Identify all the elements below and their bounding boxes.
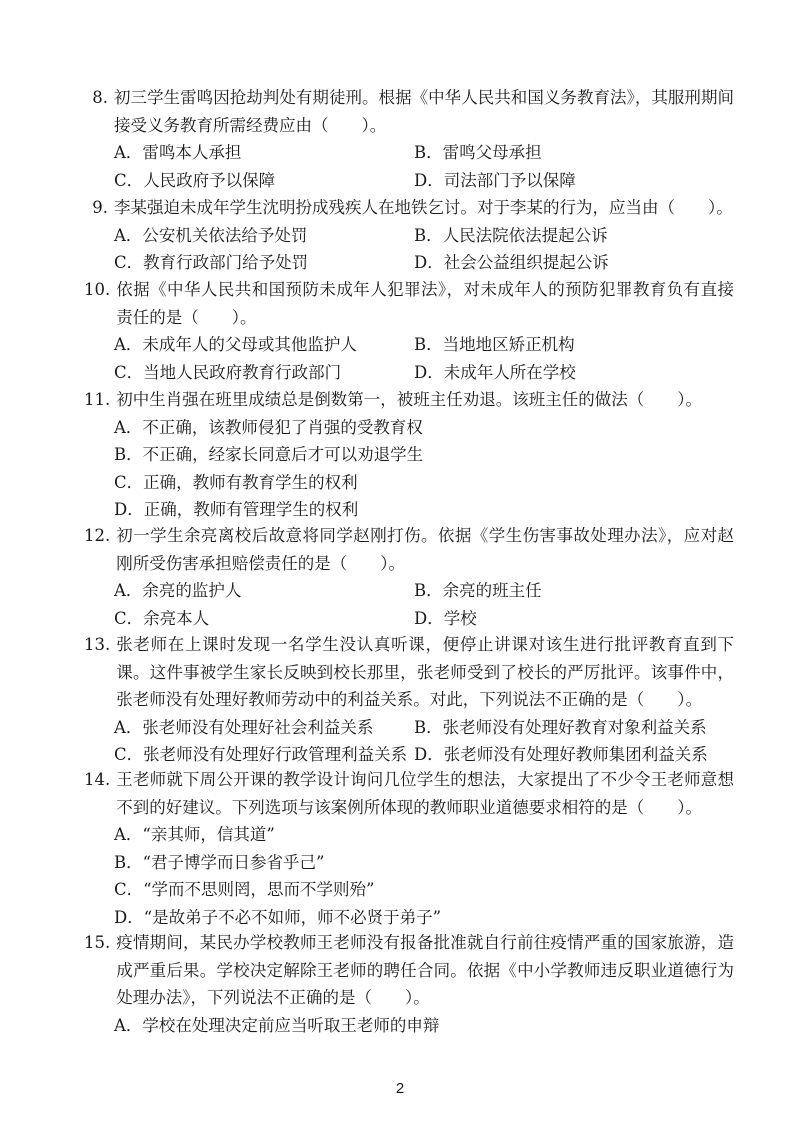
option-b: B．人民法院依法提起公诉 — [414, 225, 608, 245]
option-a: A．学校在处理决定前应当听取王老师的申辩 — [114, 1015, 440, 1035]
option-a: A．“亲其师，信其道” — [114, 825, 275, 844]
question-text: 张老师在上课时发现一名学生没认真听课，便停止讲课对该生进行批评教育直到下课。这件事被学生家长反映到校长那里，张老师受到了校长的严厉批评。该事件中，张老师没有处理好教师劳动中的利益关系。对此，下列说法不正确的是（ ）。 — [116, 635, 734, 709]
option-list — [114, 821, 734, 931]
option-a: A．公安机关依法给予处罚 — [114, 225, 308, 245]
option-c: C．当地人民政府教育行政部门 — [114, 362, 342, 382]
option-d: D．司法部门予以保障 — [414, 170, 576, 190]
option-c: C．张老师没有处理好行政管理利益关系 — [114, 745, 408, 764]
question-number: 13. — [84, 635, 111, 654]
question-15 — [84, 929, 734, 1039]
question-text: 李某强迫未成年学生沈明扮成残疾人在地铁乞讨。对于李某的行为，应当由（ ）。 — [114, 198, 733, 217]
question-8 — [84, 84, 734, 194]
question-stem — [84, 631, 734, 714]
option-c: C．教育行政部门给予处罚 — [114, 253, 309, 272]
question-text: 依据《中华人民共和国预防未成年人犯罪法》，对未成年人的预防犯罪教育负有直接责任的是（ ）。 — [116, 280, 734, 327]
question-number: 8. — [92, 88, 108, 107]
option-d: D．张老师没有处理好教师集团利益关系 — [414, 745, 708, 764]
question-13 — [84, 631, 734, 769]
option-list — [114, 139, 734, 194]
question-stem — [84, 84, 734, 139]
question-14 — [84, 766, 734, 931]
option-c: C．余亮本人 — [114, 608, 210, 628]
option-d: D．学校 — [414, 608, 477, 628]
option-b: B．余亮的班主任 — [414, 581, 542, 600]
option-a: A．雷鸣本人承担 — [114, 143, 242, 162]
option-b: B．“君子博学而日参省乎己” — [114, 852, 325, 872]
option-b: B．不正确，经家长同意后才可以劝退学生 — [114, 445, 424, 464]
question-12 — [84, 522, 734, 632]
option-list — [114, 414, 734, 524]
option-a: A．未成年人的父母或其他监护人 — [114, 335, 357, 354]
question-11 — [84, 386, 734, 524]
option-b: B．张老师没有处理好教育对象利益关系 — [414, 717, 707, 737]
option-list — [114, 577, 734, 632]
question-text: 初一学生余亮离校后故意将同学赵刚打伤。依据《学生伤害事故处理办法》，应对赵刚所受伤害承担赔偿责任的是（ ）。 — [116, 526, 734, 573]
option-a: A．不正确，该教师侵犯了肖强的受教育权 — [114, 417, 423, 437]
question-stem — [84, 194, 734, 222]
question-number: 15. — [84, 933, 111, 952]
option-a: A．张老师没有处理好社会利益关系 — [114, 717, 374, 737]
question-stem — [84, 276, 734, 331]
option-c: C．人民政府予以保障 — [114, 170, 276, 190]
option-d: D．正确，教师有管理学生的权利 — [114, 500, 359, 519]
option-d: D．“是故弟子不必不如师，师不必贤于弟子” — [114, 907, 442, 927]
question-stem — [84, 929, 734, 1012]
question-number: 10. — [84, 280, 111, 299]
question-number: 14. — [84, 770, 111, 789]
option-d: D．社会公益组织提起公诉 — [414, 253, 609, 272]
question-number: 12. — [84, 526, 111, 545]
question-10 — [84, 276, 734, 386]
question-text: 初中生肖强在班里成绩总是倒数第一，被班主任劝退。该班主任的做法（ ）。 — [116, 390, 702, 409]
option-list — [114, 714, 734, 769]
option-d: D．未成年人所在学校 — [414, 362, 576, 382]
option-c: C．“学而不思则罔，思而不学则殆” — [114, 880, 375, 899]
option-b: B．当地地区矫正机构 — [414, 335, 575, 354]
option-list — [114, 222, 734, 277]
question-9 — [84, 194, 734, 277]
page-number: 2 — [395, 1080, 405, 1097]
question-number: 11. — [84, 390, 111, 409]
option-list — [114, 1012, 734, 1040]
question-text: 疫情期间，某民办学校教师王老师没有报备批准就自行前往疫情严重的国家旅游，造成严重后果。学校决定解除王老师的聘任合同。依据《中小学教师违反职业道德行为处理办法》，下列说法不正确的是（ ）。 — [116, 933, 734, 1007]
option-a: A．余亮的监护人 — [114, 581, 242, 600]
question-number: 9. — [92, 198, 108, 217]
question-stem — [84, 522, 734, 577]
option-list — [114, 331, 734, 386]
option-b: B．雷鸣父母承担 — [414, 143, 542, 162]
option-c: C．正确，教师有教育学生的权利 — [114, 472, 358, 492]
question-text: 初三学生雷鸣因抢劫判处有期徒刑。根据《中华人民共和国义务教育法》，其服刑期间接受义务教育所需经费应由（ ）。 — [114, 88, 734, 135]
question-text: 王老师就下周公开课的教学设计询问几位学生的想法，大家提出了不少令王老师意想不到的好建议。下列选项与该案例所体现的教师职业道德要求相符的是（ ）。 — [116, 770, 734, 817]
question-stem — [84, 766, 734, 821]
question-stem — [84, 386, 734, 414]
